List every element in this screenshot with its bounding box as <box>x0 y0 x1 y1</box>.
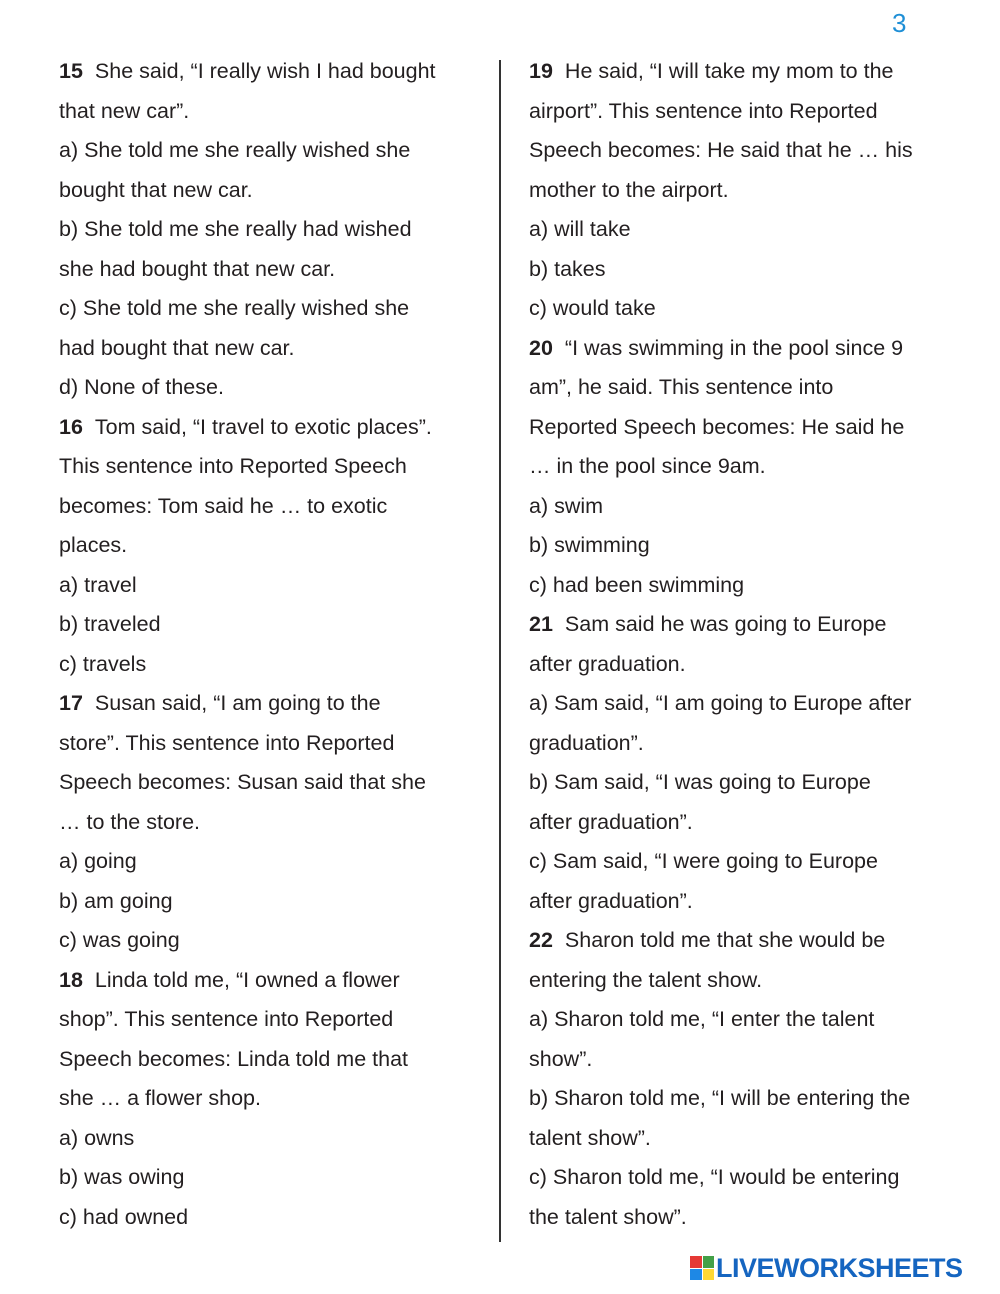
option-line <box>59 368 479 408</box>
question-line <box>529 921 949 961</box>
answer-option <box>529 684 949 763</box>
line-text: c) would take <box>529 296 656 320</box>
option-line <box>529 289 949 329</box>
line-text: had bought that new car. <box>59 335 295 360</box>
question-line <box>59 961 479 1001</box>
option-line <box>529 1000 949 1040</box>
answer-option <box>529 289 949 329</box>
logo-square-green <box>703 1256 715 1268</box>
question-block <box>529 921 949 1000</box>
line-text: places. <box>59 533 128 557</box>
answer-option <box>59 1198 479 1238</box>
line-text: He said, “I will take my mom to the <box>564 59 894 83</box>
logo-square-red <box>690 1256 702 1268</box>
option-line <box>529 882 949 922</box>
logo-square-yellow <box>703 1269 715 1281</box>
page-number: 3 <box>892 8 907 38</box>
option-line <box>529 526 949 566</box>
option-line <box>59 921 479 961</box>
line-text: c) Sharon told me, “I would be entering <box>529 1165 900 1189</box>
question-number: 17 <box>59 691 83 715</box>
question-number: 19 <box>529 59 553 83</box>
option-line <box>529 1158 949 1198</box>
line-text: Speech becomes: He said that he … his <box>529 138 913 162</box>
answer-option <box>529 1158 949 1237</box>
option-line <box>529 1079 949 1119</box>
question-line <box>59 803 479 843</box>
line-text: the talent show”. <box>529 1204 687 1229</box>
answer-option <box>59 289 479 368</box>
question-number: 18 <box>59 967 83 992</box>
line-text: talent show”. <box>529 1125 651 1150</box>
line-text: This sentence into Reported Speech <box>59 454 407 478</box>
line-text: b) was owing <box>59 1165 185 1189</box>
line-text: b) am going <box>59 888 173 913</box>
option-line <box>59 1198 479 1238</box>
liveworksheets-logo <box>690 1252 990 1284</box>
option-line <box>59 566 479 606</box>
line-text: a) swim <box>529 493 604 518</box>
line-text: that new car”. <box>59 98 190 123</box>
line-text: c) had owned <box>59 1204 189 1229</box>
line-text: b) Sharon told me, “I will be entering the <box>529 1086 911 1110</box>
question-line <box>529 52 949 92</box>
line-text: Sam said he was going to Europe <box>564 612 887 636</box>
question-block <box>59 684 479 842</box>
question-line <box>529 92 949 132</box>
question-line <box>59 1079 479 1119</box>
question-number: 21 <box>529 612 553 636</box>
question-line <box>529 131 949 171</box>
question-line <box>59 1000 479 1040</box>
line-text: b) traveled <box>59 612 161 636</box>
line-text: bought that new car. <box>59 177 253 202</box>
line-text: “I was swimming in the pool since 9 <box>564 335 904 360</box>
line-text: … in the pool since 9am. <box>529 454 766 478</box>
line-text: b) She told me she really had wished <box>59 217 412 241</box>
option-line <box>59 131 479 171</box>
question-line <box>59 724 479 764</box>
logo-text: LIVEWORKSHEETS <box>716 1252 963 1283</box>
answer-option <box>529 842 949 921</box>
line-text: c) was going <box>59 928 180 952</box>
line-text: she had bought that new car. <box>59 256 336 281</box>
line-text: a) travel <box>59 572 137 597</box>
line-text: a) Sharon told me, “I enter the talent <box>529 1007 875 1031</box>
question-line <box>59 447 479 487</box>
line-text: Sharon told me that she would be <box>564 928 886 952</box>
line-text: a) will take <box>529 217 631 241</box>
option-line <box>529 487 949 527</box>
question-number: 15 <box>59 59 83 83</box>
question-line <box>529 447 949 487</box>
question-line <box>529 171 949 211</box>
question-block <box>59 961 479 1119</box>
line-text: a) owns <box>59 1125 135 1150</box>
answer-option <box>529 1079 949 1158</box>
question-line <box>529 605 949 645</box>
answer-option <box>529 526 949 566</box>
question-block <box>529 605 949 684</box>
option-line <box>529 724 949 764</box>
answer-option <box>59 566 479 606</box>
line-text: shop”. This sentence into Reported <box>59 1007 394 1031</box>
left-column <box>59 52 479 1237</box>
line-text: Susan said, “I am going to the <box>94 691 381 715</box>
line-text: c) She told me she really wished she <box>59 296 410 320</box>
answer-option <box>59 645 479 685</box>
question-line <box>59 684 479 724</box>
option-line <box>59 842 479 882</box>
question-number: 22 <box>529 928 553 952</box>
answer-option <box>59 131 479 210</box>
line-text: after graduation. <box>529 651 686 676</box>
question-line <box>59 763 479 803</box>
line-text: show”. <box>529 1046 593 1071</box>
option-line <box>59 210 479 250</box>
option-line <box>529 803 949 843</box>
question-line <box>529 329 949 369</box>
option-line <box>529 1119 949 1159</box>
answer-option <box>59 210 479 289</box>
option-line <box>529 842 949 882</box>
option-line <box>59 171 479 211</box>
right-column <box>529 52 949 1237</box>
line-text: c) had been swimming <box>529 572 745 597</box>
column-divider <box>499 60 501 1242</box>
option-line <box>59 1119 479 1159</box>
question-number: 16 <box>59 414 83 439</box>
line-text: b) swimming <box>529 533 650 557</box>
line-text: … to the store. <box>59 809 201 834</box>
line-text: a) Sam said, “I am going to Europe after <box>529 691 912 715</box>
question-line <box>59 408 479 448</box>
line-text: c) Sam said, “I were going to Europe <box>529 849 878 873</box>
liveworksheets-logo-icon <box>690 1256 714 1280</box>
question-line <box>529 368 949 408</box>
question-line <box>59 52 479 92</box>
line-text: after graduation”. <box>529 888 693 913</box>
option-line <box>59 250 479 290</box>
line-text: Tom said, “I travel to exotic places”. <box>94 414 432 439</box>
answer-option <box>59 842 479 882</box>
line-text: mother to the airport. <box>529 177 729 202</box>
line-text: she … a flower shop. <box>59 1086 261 1110</box>
line-text: c) travels <box>59 651 147 676</box>
option-line <box>529 566 949 606</box>
question-line <box>59 92 479 132</box>
question-line <box>529 408 949 448</box>
answer-option <box>529 1000 949 1079</box>
line-text: after graduation”. <box>529 809 693 834</box>
question-line <box>59 487 479 527</box>
question-block <box>529 329 949 487</box>
answer-option <box>59 882 479 922</box>
answer-option <box>59 368 479 408</box>
option-line <box>529 1040 949 1080</box>
question-line <box>529 961 949 1001</box>
line-text: d) None of these. <box>59 375 224 399</box>
question-line <box>529 645 949 685</box>
question-line <box>59 526 479 566</box>
answer-option <box>529 250 949 290</box>
option-line <box>59 289 479 329</box>
line-text: entering the talent show. <box>529 967 763 992</box>
line-text: She said, “I really wish I had bought <box>94 59 436 83</box>
line-text: becomes: Tom said he … to exotic <box>59 493 388 518</box>
answer-option <box>529 210 949 250</box>
option-line <box>59 329 479 369</box>
question-line <box>59 1040 479 1080</box>
line-text: graduation”. <box>529 730 644 755</box>
logo-square-blue <box>690 1269 702 1281</box>
option-line <box>529 763 949 803</box>
line-text: b) takes <box>529 256 606 281</box>
line-text: Speech becomes: Susan said that she <box>59 770 426 794</box>
option-line <box>529 210 949 250</box>
question-block <box>59 408 479 566</box>
answer-option <box>59 1119 479 1159</box>
option-line <box>59 882 479 922</box>
option-line <box>59 645 479 685</box>
option-line <box>529 684 949 724</box>
option-line <box>59 1158 479 1198</box>
answer-option <box>529 487 949 527</box>
line-text: Linda told me, “I owned a flower <box>94 967 400 992</box>
line-text: b) Sam said, “I was going to Europe <box>529 770 871 794</box>
option-line <box>529 250 949 290</box>
option-line <box>529 1198 949 1238</box>
line-text: am”, he said. This sentence into <box>529 375 834 399</box>
line-text: Reported Speech becomes: He said he <box>529 414 905 439</box>
question-block <box>59 52 479 131</box>
answer-option <box>59 1158 479 1198</box>
line-text: Speech becomes: Linda told me that <box>59 1046 408 1071</box>
answer-option <box>59 605 479 645</box>
line-text: airport”. This sentence into Reported <box>529 98 878 123</box>
question-number: 20 <box>529 335 553 360</box>
line-text: a) She told me she really wished she <box>59 138 411 162</box>
answer-option <box>59 921 479 961</box>
line-text: store”. This sentence into Reported <box>59 730 395 755</box>
question-block <box>529 52 949 210</box>
answer-option <box>529 763 949 842</box>
option-line <box>59 605 479 645</box>
answer-option <box>529 566 949 606</box>
line-text: a) going <box>59 849 137 873</box>
